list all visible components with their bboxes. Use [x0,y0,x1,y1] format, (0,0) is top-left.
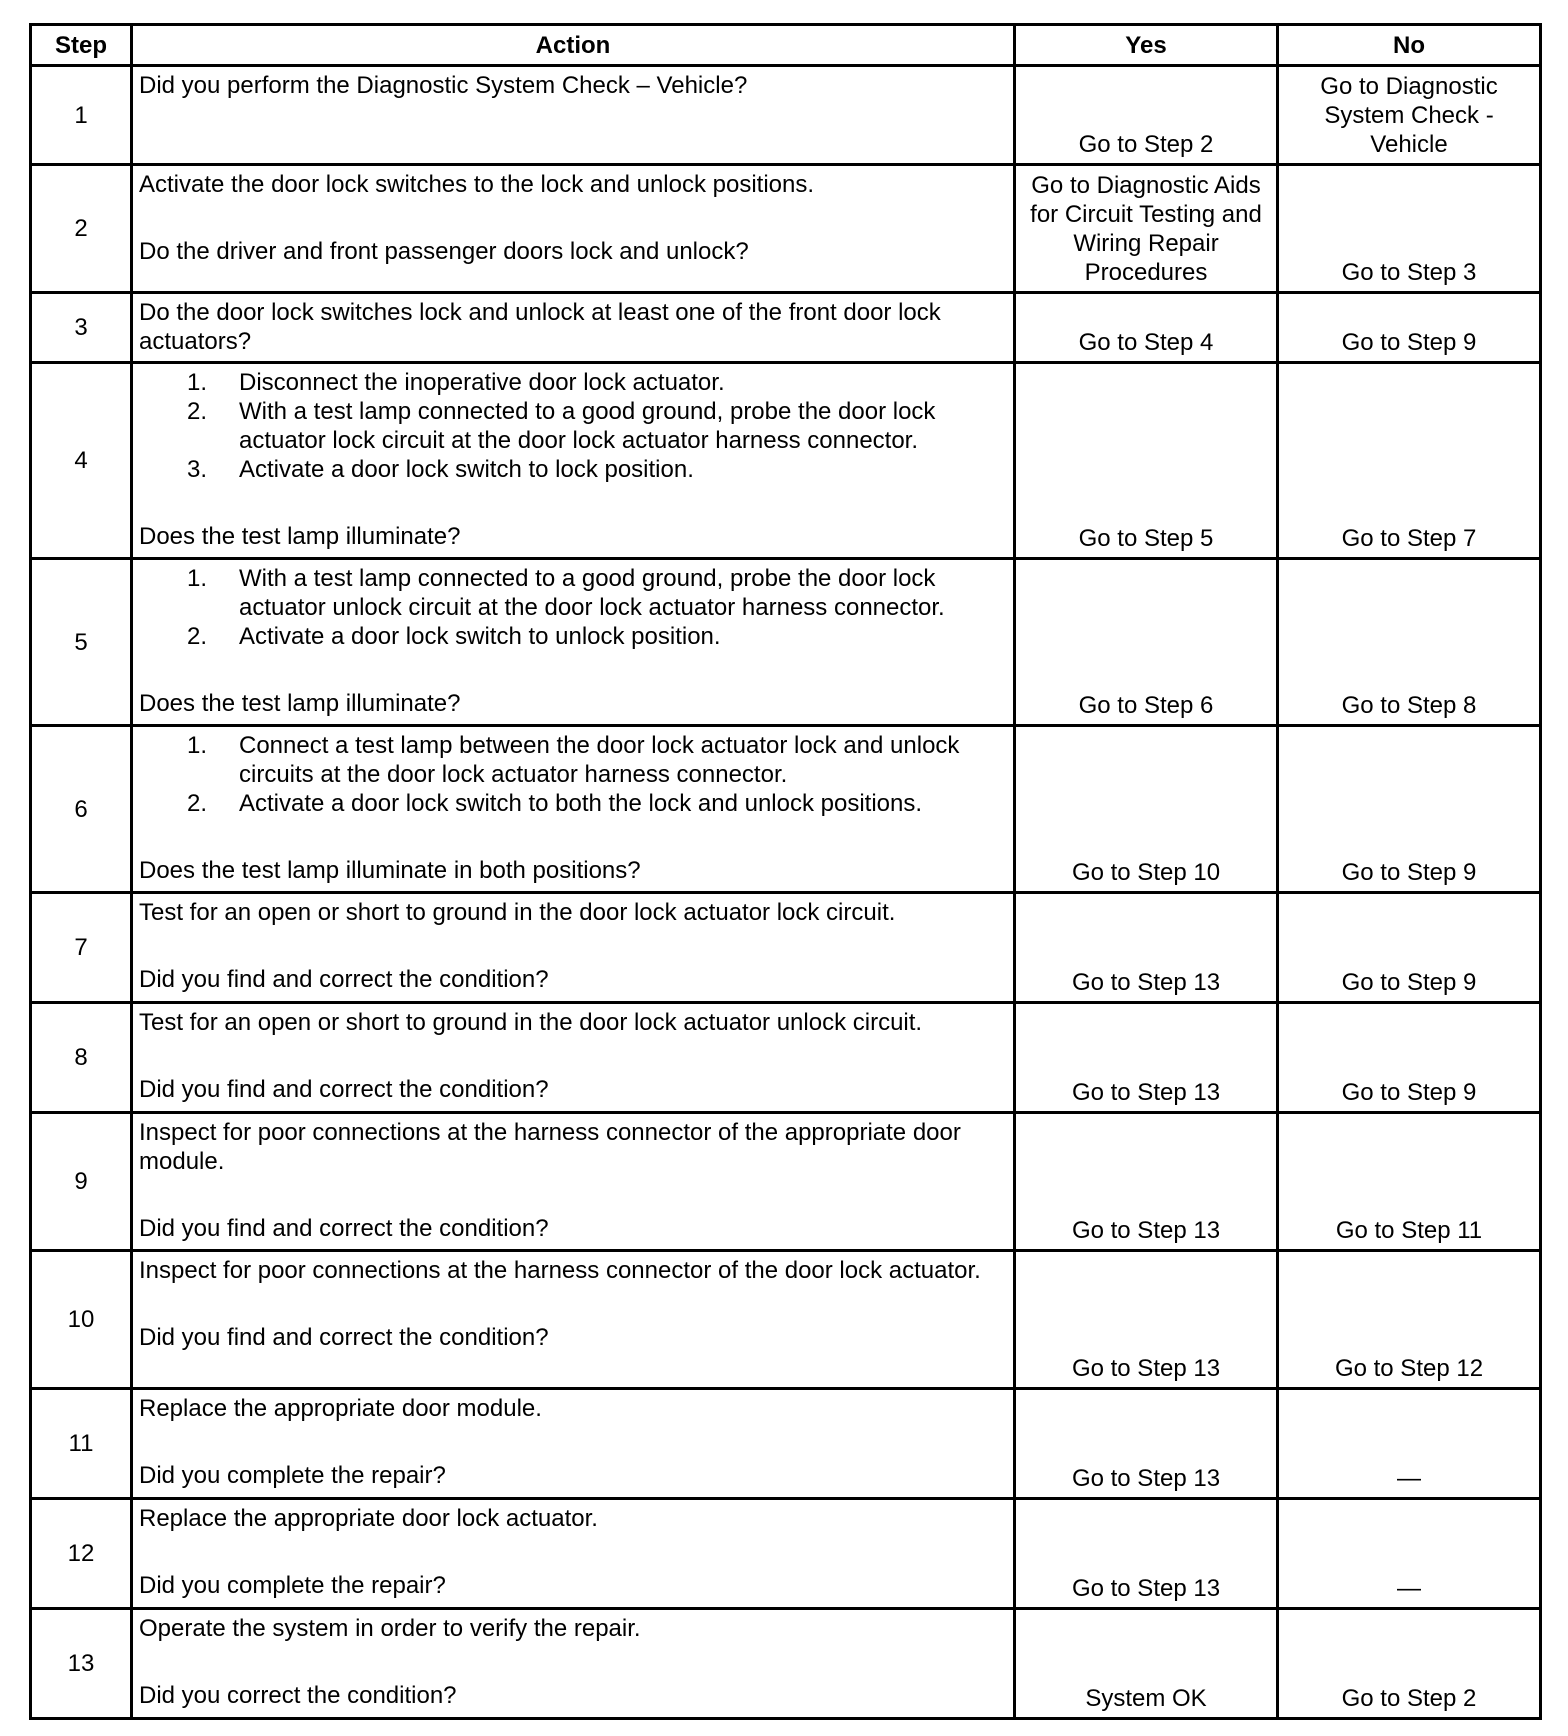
yes-result: Go to Step 4 [1015,293,1278,363]
action-text: Did you perform the Diagnostic System Check – Vehicle? [139,72,748,99]
action-question: Did you find and correct the condition? [139,1324,549,1351]
yes-result: System OK [1015,1609,1278,1719]
action-text: Test for an open or short to ground in the door lock actuator unlock circuit. [139,1009,923,1036]
list-item: 2. With a test lamp connected to a good ground, probe the door lock actuator lock circuit at the door lock actuator harness connector. [187,398,936,454]
table-row [31,293,1541,363]
action-cell [132,165,1015,293]
table-row [31,1251,1541,1389]
table-row [31,893,1541,1003]
action-question: Did you find and correct the condition? [139,966,549,993]
step-number: 7 [31,893,132,1003]
action-text: Inspect for poor connections at the harness connector of the appropriate door module. [139,1119,961,1175]
yes-result: Go to Step 13 [1015,1113,1278,1251]
list-item: 1. With a test lamp connected to a good ground, probe the door lock actuator unlock circuit at the door lock actuator harness connector. [187,565,945,621]
list-item: 1. Connect a test lamp between the door lock actuator lock and unlock circuits at the door lock actuator harness connector. [187,732,960,788]
table-row [31,1113,1541,1251]
action-question: Did you find and correct the condition? [139,1215,549,1242]
table-row [31,1609,1541,1719]
no-result: Go to Step 9 [1278,1003,1541,1113]
no-result: Go to Step 3 [1278,165,1541,293]
action-question: Does the test lamp illuminate? [139,690,461,717]
no-result: Go to Step 8 [1278,559,1541,726]
procedure-list [139,731,1008,818]
action-cell [132,1003,1015,1113]
action-cell [132,893,1015,1003]
action-cell [132,1113,1015,1251]
action-cell [132,293,1015,363]
yes-result: Go to Step 13 [1015,1389,1278,1499]
diagnostic-table [29,23,1542,1720]
action-question: Does the test lamp illuminate? [139,523,461,550]
step-number: 10 [31,1251,132,1389]
yes-result: Go to Step 13 [1015,1251,1278,1389]
header-action: Action [132,25,1015,66]
no-result: Go to Step 9 [1278,893,1541,1003]
table-row [31,1389,1541,1499]
step-number: 6 [31,726,132,893]
action-cell [132,363,1015,559]
list-item: 2. Activate a door lock switch to unlock position. [187,623,721,650]
step-number: 1 [31,66,132,165]
yes-result: Go to Step 6 [1015,559,1278,726]
no-result: Go to Step 7 [1278,363,1541,559]
header-no: No [1278,25,1541,66]
table-row [31,165,1541,293]
action-question: Did you complete the repair? [139,1462,446,1489]
step-number: 5 [31,559,132,726]
yes-result: Go to Step 13 [1015,1499,1278,1609]
no-result: Go to Step 12 [1278,1251,1541,1389]
table-row [31,726,1541,893]
yes-result: Go to Step 13 [1015,893,1278,1003]
action-cell [132,1499,1015,1609]
no-result: Go to Step 9 [1278,293,1541,363]
list-item: 1. Disconnect the inoperative door lock actuator. [187,369,725,396]
action-text: Operate the system in order to verify the repair. [139,1615,641,1642]
diagnostic-table-container [29,23,1542,1720]
action-question: Do the driver and front passenger doors lock and unlock? [139,238,749,265]
no-result: — [1278,1389,1541,1499]
action-text: Test for an open or short to ground in the door lock actuator lock circuit. [139,899,896,926]
list-item: 2. Activate a door lock switch to both the lock and unlock positions. [187,790,923,817]
no-result: Go to Step 9 [1278,726,1541,893]
action-cell [132,726,1015,893]
yes-result: Go to Step 10 [1015,726,1278,893]
list-item: 3. Activate a door lock switch to lock position. [187,456,694,483]
procedure-list [139,564,1008,651]
procedure-list [139,368,1008,484]
step-number: 13 [31,1609,132,1719]
action-text: Inspect for poor connections at the harness connector of the door lock actuator. [139,1257,981,1284]
table-row [31,1499,1541,1609]
action-cell [132,1389,1015,1499]
action-cell [132,559,1015,726]
action-cell [132,1609,1015,1719]
table-row [31,1003,1541,1113]
step-number: 11 [31,1389,132,1499]
step-number: 2 [31,165,132,293]
action-text: Replace the appropriate door module. [139,1395,542,1422]
action-cell [132,1251,1015,1389]
no-result: Go to Diagnostic System Check - Vehicle [1278,66,1541,165]
yes-result: Go to Diagnostic Aids for Circuit Testing and Wiring Repair Procedures [1015,165,1278,293]
step-number: 3 [31,293,132,363]
action-question: Does the test lamp illuminate in both positions? [139,857,641,884]
table-row [31,363,1541,559]
no-result: Go to Step 2 [1278,1609,1541,1719]
table-row [31,66,1541,165]
table-row [31,559,1541,726]
yes-result: Go to Step 2 [1015,66,1278,165]
action-text: Replace the appropriate door lock actuator. [139,1505,598,1532]
step-number: 12 [31,1499,132,1609]
action-text: Do the door lock switches lock and unlock at least one of the front door lock actuators? [139,299,941,355]
action-question: Did you complete the repair? [139,1572,446,1599]
step-number: 9 [31,1113,132,1251]
yes-result: Go to Step 5 [1015,363,1278,559]
action-cell [132,66,1015,165]
action-question: Did you correct the condition? [139,1682,457,1709]
yes-result: Go to Step 13 [1015,1003,1278,1113]
step-number: 8 [31,1003,132,1113]
action-text: Activate the door lock switches to the lock and unlock positions. [139,171,815,198]
action-question: Did you find and correct the condition? [139,1076,549,1103]
no-result: Go to Step 11 [1278,1113,1541,1251]
header-row [31,25,1541,66]
header-step: Step [31,25,132,66]
header-yes: Yes [1015,25,1278,66]
step-number: 4 [31,363,132,559]
no-result: — [1278,1499,1541,1609]
